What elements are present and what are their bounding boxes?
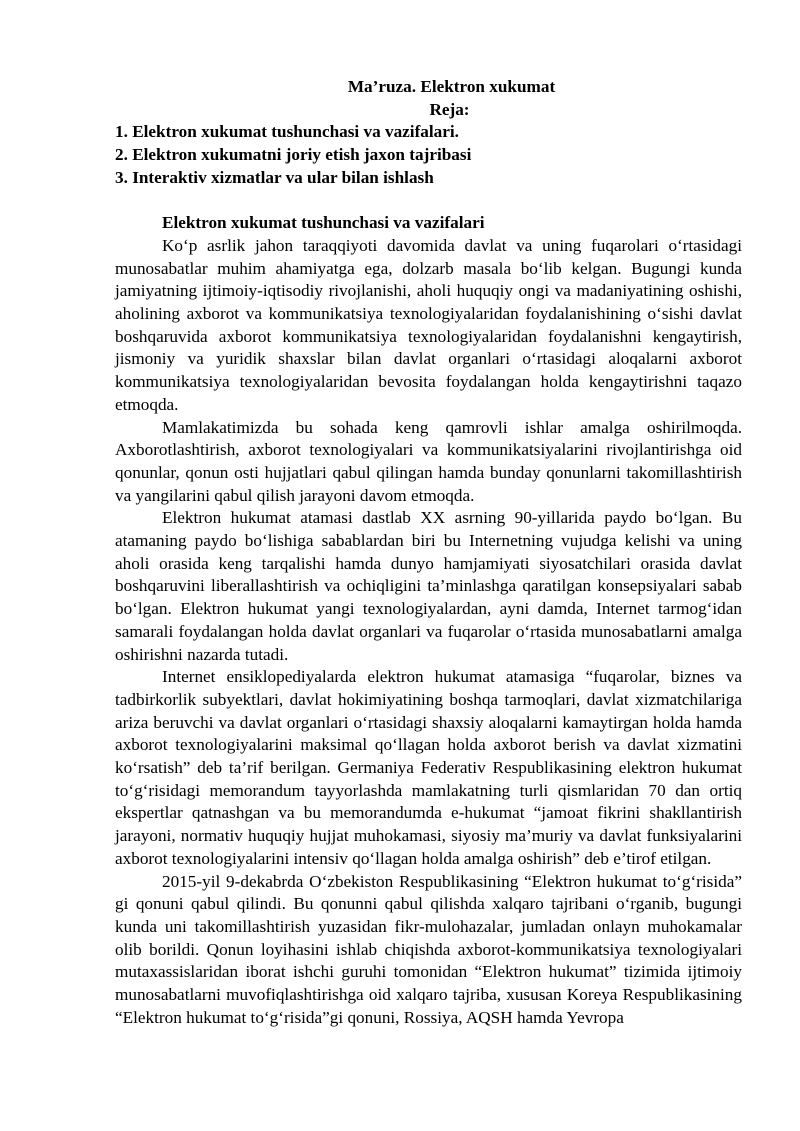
body-paragraph: 2015-yil 9-dekabrda O‘zbekiston Respublikasining “Elektron hukumat to‘g‘risida” gi qonuni qabul qilindi. Bu qonunni qabul qilishda xalqaro tajribani o‘rganib, bugungi kunda uni takomillashtirish yuzasidan fikr-mulohazalar, jumladan onlayn muhokamalar olib borildi. Qonun loyihasini ishlab chiqishda axborot-kommunikatsiya texnologiyalari mutaxassislaridan iborat ishchi guruhi tomonidan “Elektron hukumat” tizimida ijtimoiy munosabatlarni muvofiqlashtirishga oid xalqaro tajriba, xususan Koreya Respublikasining “Elektron hukumat to‘g‘risida”gi qonuni, Rossiya, AQSH hamda Yevropa: [115, 871, 742, 1027]
blank-line: [115, 190, 742, 213]
plan-list: [115, 121, 742, 189]
plan-item: 1. Elektron xukumat tushunchasi va vazifalari.: [115, 122, 459, 142]
plan-label: Reja:: [429, 99, 470, 119]
plan-item: 3. Interaktiv xizmatlar va ular bilan ishlash: [115, 167, 434, 187]
document-page: [115, 76, 742, 1030]
document-title: Ma’ruza. Elektron xukumat: [347, 77, 556, 96]
body-paragraph: Internet ensiklopediyalarda elektron hukumat atamasiga “fuqarolar, biznes va tadbirkorlik subyektlari, davlat hokimiyatining boshqa tarmoqlari, davlat xizmatchilariga ariza beruvchi va davlat organlari o‘rtasidagi shaxsiy aloqalarni kamaytirgan holda hamda axborot texnologiyalarini maksimal qo‘llagan holda axborot berish va davlat xizmatini ko‘rsatish” deb ta’rif berilgan. Germaniya Federativ Respublikasining elektron hukumat to‘g‘risidagi memorandum tayyorlashda mamlakatning turli qismlaridan 70 dan ortiq ekspertlar qatnashgan va bu memorandumda e-hukumat “jamoat fikrini shakllantirish jarayoni, normativ huquqiy hujjat muhokamasi, siyosiy ma’muriy va davlat funksiyalarini axborot texnologiyalarini intensiv qo‘llagan holda amalga oshirish” deb e’tirof etilgan.: [115, 667, 742, 868]
section-heading: Elektron xukumat tushunchasi va vazifalari: [162, 213, 485, 233]
plan-item: 2. Elektron xukumatni joriy etish jaxon tajribasi: [115, 145, 472, 165]
title-block: [115, 76, 742, 121]
body-paragraph: Ko‘p asrlik jahon taraqqiyoti davomida davlat va uning fuqarolari o‘rtasidagi munosabatlar muhim ahamiyatga ega, dolzarb masala bo‘lib kelgan. Bugungi kunda jamiyatning ijtimoiy-iqtisodiy rivojlanishi, aholi huquqiy ongi va madaniyatining oshishi, aholining axborot va kommunikatsiya texnologiyalaridan foydalanishining o‘sishi davlat boshqaruvida axborot kommunikatsiya texnologiyalaridan foydalanishni kengaytirish, jismoniy va yuridik shaxslar bilan davlat organlari o‘rtasidagi aloqalarni axborot kommunikatsiya texnologiyalaridan bevosita foydalangan holda kengaytirishni taqazo etmoqda.: [115, 235, 742, 414]
body-paragraph: Elektron hukumat atamasi dastlab XX asrning 90-yillarida paydo bo‘lgan. Bu atamaning paydo bo‘lishiga sabablardan biri bu Internetning vujudga kelishi va uning aholi orasida keng tarqalishi hamda dunyo hamjamiyati siyosatchilari orasida davlat boshqaruvini liberallashtirish va ochiqligini ta’minlashga qaratilgan konsepsiyalari sabab bo‘lgan. Elektron hukumat yangi texnologiyalardan, ayni damda, Internet tarmog‘idan samarali foydalangan holda davlat organlari va fuqarolar o‘rtasida munosabatlarni amalga oshirishni nazarda tutadi.: [115, 508, 742, 664]
body-paragraph: Mamlakatimizda bu sohada keng qamrovli ishlar amalga oshirilmoqda. Axborotlashtirish, axborot texnologiyalari va kommunikatsiyalarini rivojlantirishga oid qonunlar, qonun osti hujjatlari qabul qilingan hamda bunday qonunlarni takomillashtirish va yangilarini qabul qilish jarayoni davom etmoqda.: [115, 417, 742, 505]
